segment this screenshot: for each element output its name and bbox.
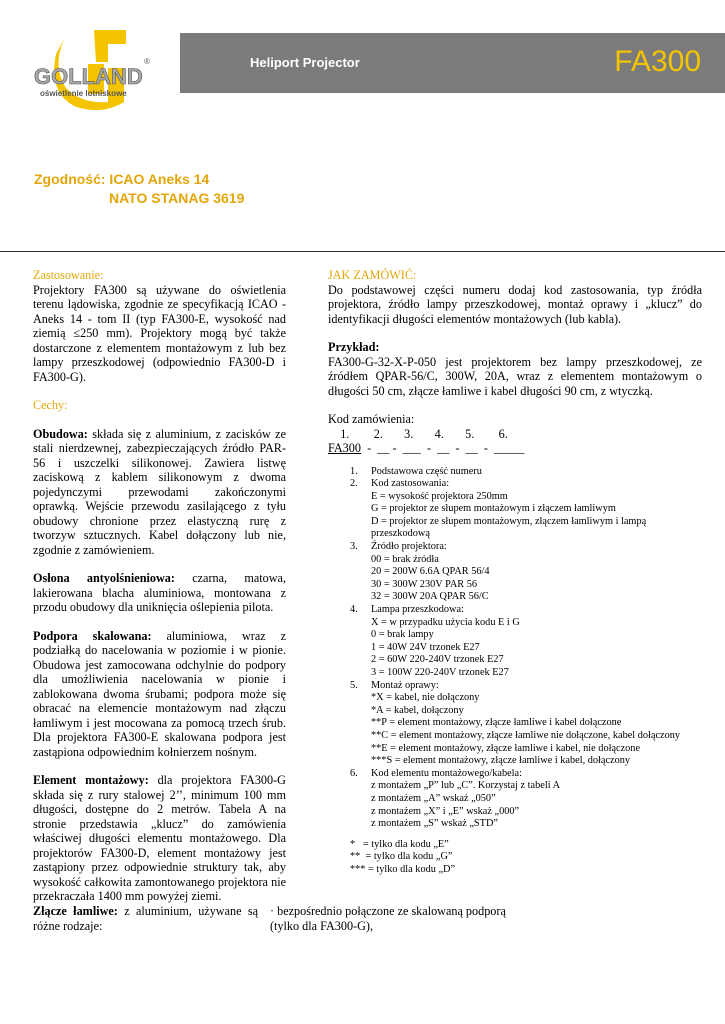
mount-label: Element montażowy: [33,773,149,787]
coupling-paragraph [33,904,258,933]
housing-label: Obudowa: [33,426,88,441]
features-heading: Cechy: [33,398,68,412]
code-list-line: z montażem „P” lub „C”. Korzystaj z tabeli A [371,780,560,792]
code-list-line: *X = kabel, nie dołączony [371,692,480,704]
header-banner [180,33,725,93]
coupling-label: Złącze łamliwe: [33,904,118,918]
logo-tagline: oświetlenie lotniskowe [40,89,127,98]
example-text: FA300-G-32-X-P-050 jest projektorem bez lampy przeszkodowej, ze źródłem QPAR-56/C, 300W, 20A, wraz z elementem montażowym o długości 50 cm, złącze łamliwe i kabel długości 90 cm, z wtyczką. [328,354,702,398]
example-heading: Przykład: [328,340,380,354]
code-list-line: Kod zastosowania: [371,478,450,490]
code-title: Kod zamówienia: [328,412,415,426]
code-list-line: 3 = 100W 220-240V trzonek E27 [371,667,509,678]
code-list-line: *A = kabel, dołączony [371,704,464,716]
code-list-line: 1 = 40W 24V trzonek E27 [371,641,480,653]
code-list-line: ***S = element montażowy, złącze łamliwe i kabel, dołączony [371,755,631,767]
code-list-item [350,466,702,479]
code-list-line: Montaż oprawy: [371,679,439,691]
code-notes [350,839,702,877]
coupling-text: z aluminium, używane są różne rodzaje: [33,904,259,933]
code-list-line: **E = element montażowy, złącze łamliwe i kabel, nie dołączone [371,742,641,754]
shield-text: czarna, matowa, lakierowana blacha aluminiowa, montowana z przodu obudowy dla uniknięcia oślepienia pilota. [33,571,287,614]
support-paragraph [33,629,286,760]
code-list-number: 4. [350,604,358,616]
code-list-number: 3. [350,541,358,553]
code-list-line: D = projektor ze słupem montażowym, złączem łamliwym i lampą przeszkodową [371,515,647,540]
code-list-item [350,768,702,831]
order-heading: JAK ZAMÓWIĆ: [328,268,417,282]
code-list-line: Kod elementu montażowego/kabela: [371,767,522,779]
code-list-item [350,478,702,541]
code-list-line: 00 = brak źródła [371,553,439,565]
code-list-line: 20 = 200W 6.6A QPAR 56/4 [371,566,490,578]
code-list-number: 1. [350,465,358,477]
housing-text: składa się z aluminium, z zacisków ze stali nierdzewnej, zabezpieczających źródło PAR-56 i uszczelki silikonowej. Zawiera listwę zaciskową z kablem silikonowym z dwoma pojedynczymi przewodami zakończonymi oprawką. Wejście przewodu zasilającego z tyłu obudowy chronione przez elastyczną rurę z tworzyw sztucznych. Kabel dołączony lub nie, zgodnie z zamówieniem. [33,426,286,557]
code-list-number: 2. [350,478,358,490]
compliance-block [34,170,244,208]
code-list-line: Lampa przeszkodowa: [371,604,464,616]
left-column [33,268,286,904]
mount-paragraph [33,773,286,904]
code-list-line: z montażem „A” wskaż „050” [371,792,496,804]
code-list-line: Podstawowa część numeru [371,465,482,477]
code-list-line: 2 = 60W 220-240V trzonek E27 [371,654,504,666]
code-note: * = tylko dla kodu „E” [350,838,449,850]
coupling-continuation: · bezpośrednio połączone ze skalowaną podporą (tylko dla FA300-G), [270,904,506,933]
support-label: Podpora skalowana: [33,628,152,643]
mount-text: dla projektora FA300-G składa się z rury stalowej 2’’, minimum 100 mm długości, dostępne do 2 metrów. Tabela A na stronie przedstawia „klucz” do zamówienia właściwej długości elementu montażowego. Dla projektorów FA300-D, element montażowy jest zastąpiony przez odpowiednie struktury tak, aby wysokość całkowita zamontowanego projektora nie przekraczała 1400 mm powyżej ziemi. [33,773,286,903]
code-list-line: 32 = 300W 20A QPAR 56/C [371,591,489,603]
code-list-item [350,680,702,768]
code-list-line: 30 = 300W 230V PAR 56 [371,578,478,590]
application-heading: Zastosowanie: [33,268,104,282]
code-list-line: **P = element montażowy, złącze łamliwe i kabel dołączone [371,717,622,729]
code-list-line: X = w przypadku użycia kodu E i G [371,616,520,628]
application-text: Projektory FA300 są używane do oświetlenia terenu lądowiska, zgodnie ze specyfikacją ICAO - Aneks 14 - tom II (typ FA300-E, wysokość nad ziemią ≤250 mm). Projektory mogą być także dostarczone z elementem montażowym z lub bez lampy przeszkodowej (odpowiednio FA300-D i FA300-G). [33,282,286,384]
code-list-number: 5. [350,679,358,691]
code-list-line: z montażem „S” wskaż „STD” [371,818,498,830]
code-list [350,466,702,831]
code-note: *** = tylko dla kodu „D” [350,863,456,875]
shield-label: Osłona antyolśnieniowa: [33,571,175,585]
right-column [328,268,702,877]
code-pattern: - __ - ___ - __ - __ - _____ [360,441,525,455]
code-list-line: **C = element montażowy, złącze łamliwe nie dołączone, kabel dołączony [371,729,681,741]
product-type: Heliport Projector [250,55,360,70]
housing-paragraph [33,427,286,558]
order-text: Do podstawowej części numeru dodaj kod zastosowania, typ źródła projektora, źródło lampy przeszkodowej, montaż oprawy i „klucz” do identyfikacji długości elementów montażowych (lub kabla). [328,282,702,326]
svg-text:®: ® [144,57,150,66]
golland-logo [26,24,166,114]
code-list-item [350,541,702,604]
logo-wordmark: GOLLAND [34,64,143,89]
code-pattern-row [328,441,702,456]
code-list-line: z montażem „X” i „E” wskaż „000” [371,805,520,817]
code-list-line: G = projektor ze słupem montażowym i złączem łamliwym [371,503,616,515]
code-list-line: 0 = brak lampy [371,629,434,641]
code-base: FA300 [328,441,361,455]
code-numbers: 1. 2. 3. 4. 5. 6. [328,426,508,441]
compliance-nato: NATO STANAG 3619 [109,190,245,206]
model-title: FA300 [614,45,701,78]
divider [0,251,725,252]
code-list-line: E = wysokość projektora 250mm [371,490,508,502]
golland-logo-graphic [26,24,166,114]
support-text: aluminiowa, wraz z podziałką do nacelowania w poziomie i w pionie. Obudowa jest zamocowana odchylnie do podpory dla umożliwienia nacelowania w pionie i zablokowana dwoma śrubami; podpora może się obracać na elemencie montażowym nad złączu łamliwym i jest mocowana za pomocą trzech śrub. Dla projektora FA300-E skalowana podpora jest zastąpiona odpowiednim kołnierzem nośnym. [33,628,286,759]
code-list-item [350,604,702,680]
code-list-line: Źródło projektora: [371,541,447,553]
shield-paragraph [33,571,286,615]
code-note: ** = tylko dla kodu „G” [350,851,453,863]
code-list-number: 6. [350,767,358,779]
compliance-icao: Zgodność: ICAO Aneks 14 [34,171,210,187]
